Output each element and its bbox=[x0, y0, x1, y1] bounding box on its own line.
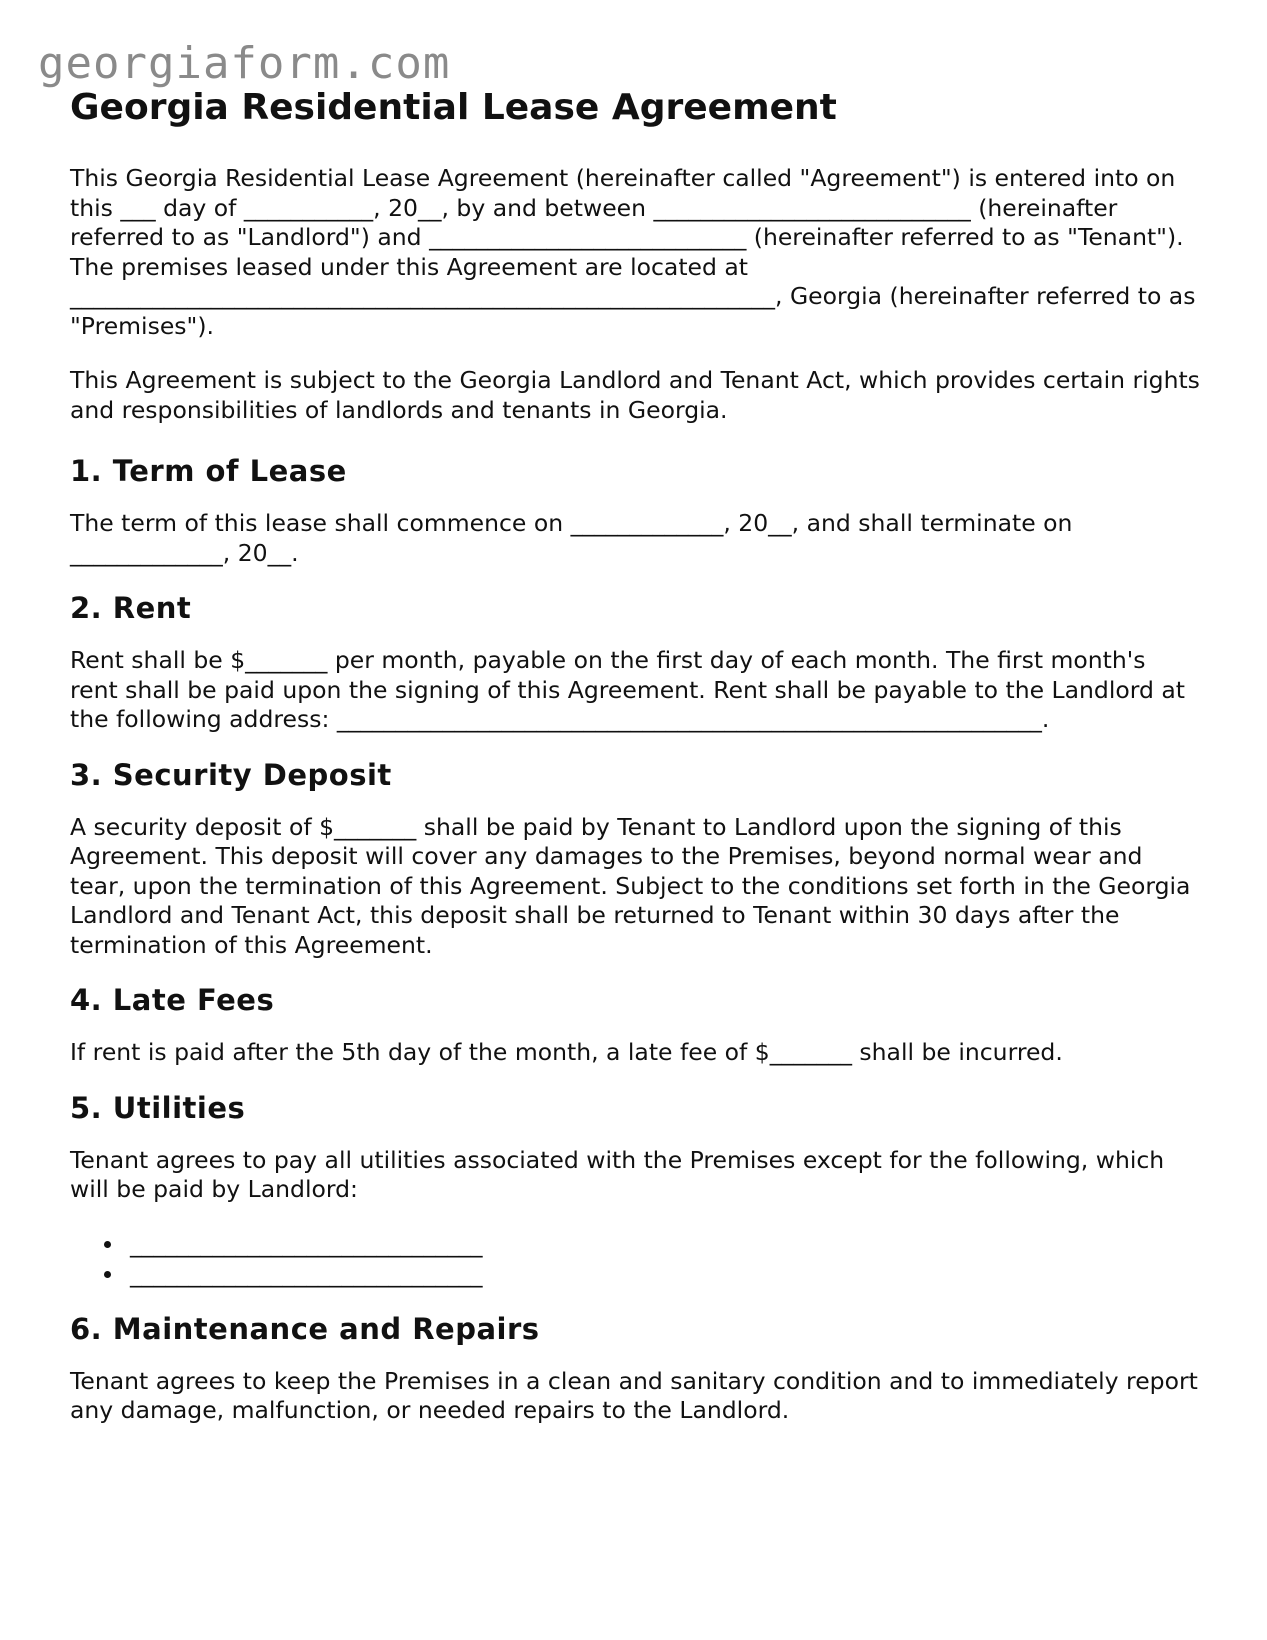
utilities-list bbox=[70, 1229, 1200, 1289]
list-item: ______________________________ bbox=[130, 1259, 1200, 1289]
document-title: Georgia Residential Lease Agreement bbox=[70, 87, 837, 128]
section-heading-late-fees: 4. Late Fees bbox=[70, 983, 275, 1017]
section-body-utilities: Tenant agrees to pay all utilities associated with the Premises except for the following, which will be paid by Landlord: bbox=[70, 1145, 1165, 1203]
section-body-rent: Rent shall be $_______ per month, payable on the first day of each month. The first month's rent shall be paid upon the signing of this Agreement. Rent shall be payable to the Landlord at the following address: ____________________________________________________________. bbox=[70, 646, 1186, 733]
list-item: ______________________________ bbox=[130, 1229, 1200, 1259]
intro-paragraph: This Georgia Residential Lease Agreement (hereinafter called "Agreement") is entered into on this ___ day of ___________, 20__, by and between ___________________________ (hereinafter referred to as "Landlord") and ___________________________ (hereinafter referred to as "Tenant"). The premises leased under this Agreement are located at ____________________________________________________________, Georgia (hereinafter referred to as "Premises"). bbox=[70, 164, 1196, 340]
section-body-late-fees: If rent is paid after the 5th day of the month, a late fee of $_______ shall be incurred. bbox=[70, 1038, 1063, 1066]
section-heading-rent: 2. Rent bbox=[70, 591, 192, 625]
document bbox=[70, 82, 1200, 1426]
section-heading-maintenance: 6. Maintenance and Repairs bbox=[70, 1311, 540, 1346]
section-body-term: The term of this lease shall commence on _____________, 20__, and shall terminate on _____________, 20__. bbox=[70, 509, 1073, 567]
watermark: georgiaform.com bbox=[38, 38, 451, 89]
section-body-security-deposit: A security deposit of $_______ shall be paid by Tenant to Landlord upon the signing of this Agreement. This deposit will cover any damages to the Premises, beyond normal wear and tear, upon the termination of this Agreement. Subject to the conditions set forth in the Georgia Landlord and Tenant Act, this deposit shall be returned to Tenant within 30 days after the termination of this Agreement. bbox=[70, 812, 1191, 959]
section-heading-security-deposit: 3. Security Deposit bbox=[70, 757, 392, 792]
section-heading-utilities: 5. Utilities bbox=[70, 1090, 246, 1125]
section-body-maintenance: Tenant agrees to keep the Premises in a clean and sanitary condition and to immediately report any damage, malfunction, or needed repairs to the Landlord. bbox=[70, 1366, 1198, 1424]
act-notice-paragraph: This Agreement is subject to the Georgia Landlord and Tenant Act, which provides certain rights and responsibilities of landlords and tenants in Georgia. bbox=[70, 366, 1200, 424]
section-heading-term: 1. Term of Lease bbox=[70, 454, 347, 488]
